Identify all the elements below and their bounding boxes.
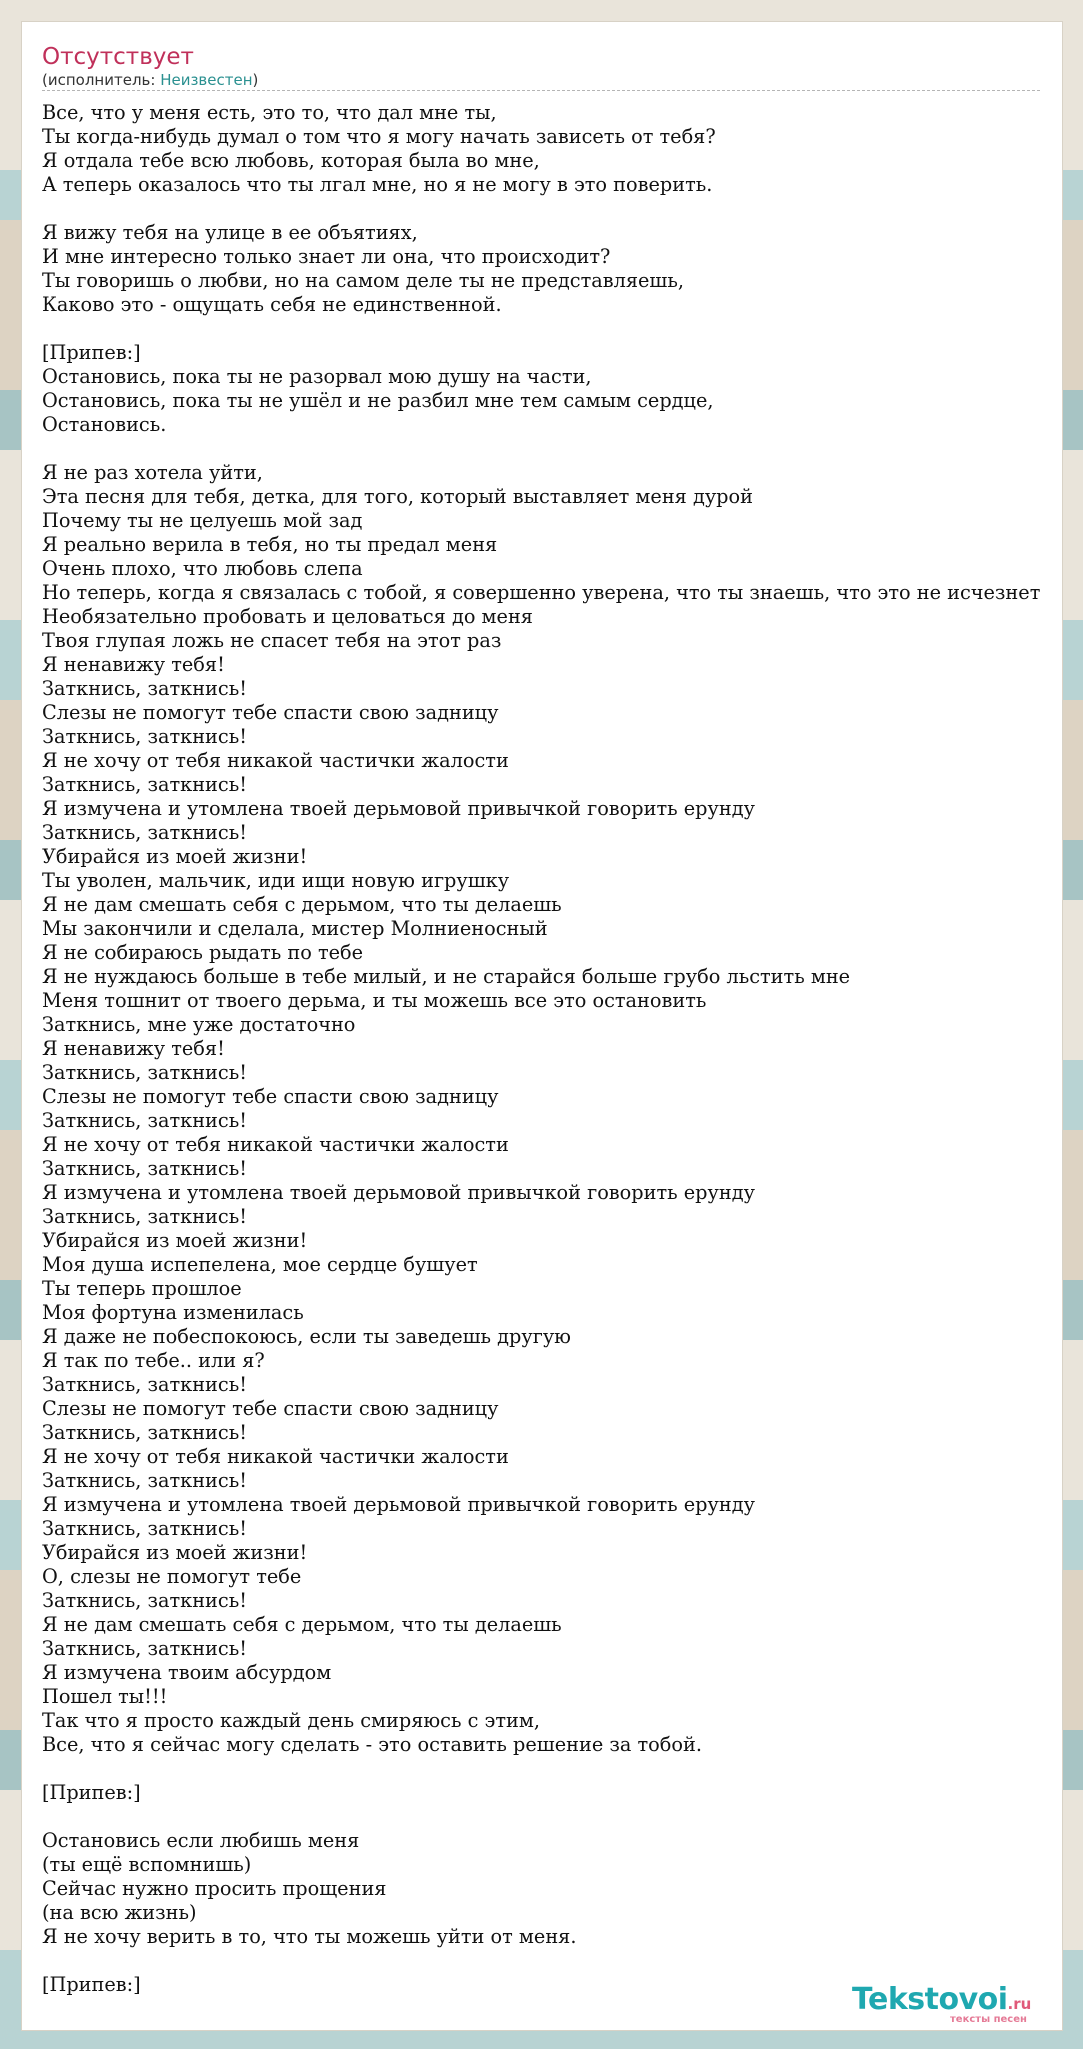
lyric-line: Моя душа испепелена, мое сердце бушует (42, 1253, 478, 1276)
lyric-line: Заткнись, заткнись! (42, 725, 247, 748)
lyric-line: Я измучена и утомлена твоей дерьмовой привычкой говорить ерунду (42, 797, 755, 820)
lyric-line: Я реально верила в тебя, но ты предал меня (42, 533, 498, 556)
lyric-line: Ты теперь прошлое (42, 1277, 242, 1300)
lyric-line: А теперь оказалось что ты лгал мне, но я не могу в это поверить. (42, 173, 713, 196)
lyric-line: Убирайся из моей жизни! (42, 1229, 308, 1252)
lyric-line: Я так по тебе.. или я? (42, 1349, 265, 1372)
lyric-line: [Припев:] (42, 341, 141, 364)
lyric-line: Заткнись, заткнись! (42, 1517, 247, 1540)
lyric-line: Я даже не побеспокоюсь, если ты заведешь другую (42, 1325, 571, 1348)
lyric-line: Мы закончили и сделала, мистер Молниеносный (42, 917, 548, 940)
lyric-line: Я не хочу от тебя никакой частички жалости (42, 1133, 509, 1156)
lyric-line: Ты уволен, мальчик, иди ищи новую игрушку (42, 869, 510, 892)
lyric-line: Я ненавижу тебя! (42, 653, 225, 676)
lyric-line: Я не хочу от тебя никакой частички жалости (42, 1445, 509, 1468)
lyric-line: Убирайся из моей жизни! (42, 1541, 308, 1564)
lyric-line: Я измучена и утомлена твоей дерьмовой привычкой говорить ерунду (42, 1493, 755, 1516)
artist-byline (42, 70, 258, 90)
byline-prefix: (исполнитель: (42, 71, 161, 89)
lyric-line: (на всю жизнь) (42, 1901, 197, 1924)
lyric-line: Я ненавижу тебя! (42, 1037, 225, 1060)
lyric-line: И мне интересно только знает ли она, что происходит? (42, 245, 611, 268)
lyric-line: Заткнись, заткнись! (42, 1421, 247, 1444)
title-divider (42, 90, 1040, 91)
lyric-line: Слезы не помогут тебе спасти свою задницу (42, 701, 499, 724)
lyric-line: Я не раз хотела уйти, (42, 461, 263, 484)
artist-link[interactable]: Неизвестен (160, 71, 253, 89)
lyric-line: Я не собираюсь рыдать по тебе (42, 941, 364, 964)
lyric-line: (ты ещё вспомнишь) (42, 1853, 252, 1876)
lyric-line: Все, что у меня есть, это то, что дал мне ты, (42, 101, 497, 124)
lyric-line: Заткнись, заткнись! (42, 1061, 247, 1084)
lyric-line: Слезы не помогут тебе спасти свою задницу (42, 1397, 499, 1420)
lyric-line: Заткнись, заткнись! (42, 773, 247, 796)
lyric-line: Каково это - ощущать себя не единственной. (42, 293, 502, 316)
lyric-line (42, 1757, 1083, 1781)
lyric-line (42, 197, 1083, 221)
lyrics-text (42, 101, 1083, 1997)
lyric-line: Заткнись, заткнись! (42, 1469, 247, 1492)
logo-tagline: тексты песен (950, 2014, 1027, 2025)
lyric-line: Заткнись, заткнись! (42, 1373, 247, 1396)
lyric-line: Слезы не помогут тебе спасти свою задницу (42, 1085, 499, 1108)
lyric-line: Я не дам смешать себя с дерьмом, что ты делаешь (42, 893, 562, 916)
lyric-line: Пошел ты!!! (42, 1685, 168, 1708)
lyric-line: Моя фортуна изменилась (42, 1301, 304, 1324)
lyric-line: Так что я просто каждый день смиряюсь с этим, (42, 1709, 540, 1732)
lyric-line: Я вижу тебя на улице в ее объятиях, (42, 221, 418, 244)
lyric-line: Заткнись, заткнись! (42, 677, 247, 700)
lyric-line (42, 1949, 1083, 1973)
lyric-line (42, 317, 1083, 341)
lyric-line: Я измучена твоим абсурдом (42, 1661, 332, 1684)
lyric-line: Ты когда-нибудь думал о том что я могу начать зависеть от тебя? (42, 125, 716, 148)
lyric-line: О, слезы не помогут тебе (42, 1565, 302, 1588)
lyric-line: Я не нуждаюсь больше в тебе милый, и не старайся больше грубо льстить мне (42, 965, 851, 988)
lyric-line (42, 1805, 1083, 1829)
byline-suffix: ) (252, 71, 259, 89)
lyric-line: Заткнись, заткнись! (42, 1589, 247, 1612)
lyric-line: Я отдала тебе всю любовь, которая была во мне, (42, 149, 540, 172)
lyric-line: [Припев:] (42, 1973, 141, 1996)
lyric-line: Твоя глупая ложь не спасет тебя на этот раз (42, 629, 502, 652)
lyric-line: Все, что я сейчас могу сделать - это оставить решение за тобой. (42, 1733, 702, 1756)
lyric-line: Почему ты не целуешь мой зад (42, 509, 363, 532)
lyric-line: Меня тошнит от твоего дерьма, и ты можешь все это остановить (42, 989, 707, 1012)
lyric-line: Я не хочу от тебя никакой частички жалости (42, 749, 509, 772)
lyric-line: Очень плохо, что любовь слепа (42, 557, 363, 580)
logo-domain-suffix: .ru (1007, 1995, 1032, 2013)
lyric-line: Я не хочу верить в то, что ты можешь уйти от меня. (42, 1925, 577, 1948)
lyric-line: Заткнись, заткнись! (42, 1109, 247, 1132)
lyric-line: Заткнись, мне уже достаточно (42, 1013, 356, 1036)
lyric-line: Остановись, пока ты не разорвал мою душу на части, (42, 365, 592, 388)
lyric-line: Ты говоришь о любви, но на самом деле ты не представляешь, (42, 269, 684, 292)
lyric-line: Эта песня для тебя, детка, для того, который выставляет меня дурой (42, 485, 753, 508)
lyric-line: Заткнись, заткнись! (42, 1637, 247, 1660)
lyric-line (42, 437, 1083, 461)
lyric-line: Но теперь, когда я связалась с тобой, я совершенно уверена, что ты знаешь, что это не исчезнет (42, 581, 1041, 604)
lyric-line: Необязательно пробовать и целоваться до меня (42, 605, 533, 628)
lyric-line: Сейчас нужно просить прощения (42, 1877, 387, 1900)
lyric-line: Заткнись, заткнись! (42, 1205, 247, 1228)
logo-name: Tekstovoi (852, 1982, 1008, 2017)
lyric-line: Остановись, пока ты не ушёл и не разбил мне тем самым сердце, (42, 389, 714, 412)
site-logo[interactable] (852, 1982, 1052, 2025)
lyric-line: [Припев:] (42, 1781, 141, 1804)
lyric-line: Остановись если любишь меня (42, 1829, 360, 1852)
lyric-line: Я не дам смешать себя с дерьмом, что ты делаешь (42, 1613, 562, 1636)
lyric-line: Убирайся из моей жизни! (42, 845, 308, 868)
lyric-line: Остановись. (42, 413, 167, 436)
lyric-line: Я измучена и утомлена твоей дерьмовой привычкой говорить ерунду (42, 1181, 755, 1204)
song-title: Отсутствует (42, 44, 194, 70)
lyric-line: Заткнись, заткнись! (42, 821, 247, 844)
lyric-line: Заткнись, заткнись! (42, 1157, 247, 1180)
